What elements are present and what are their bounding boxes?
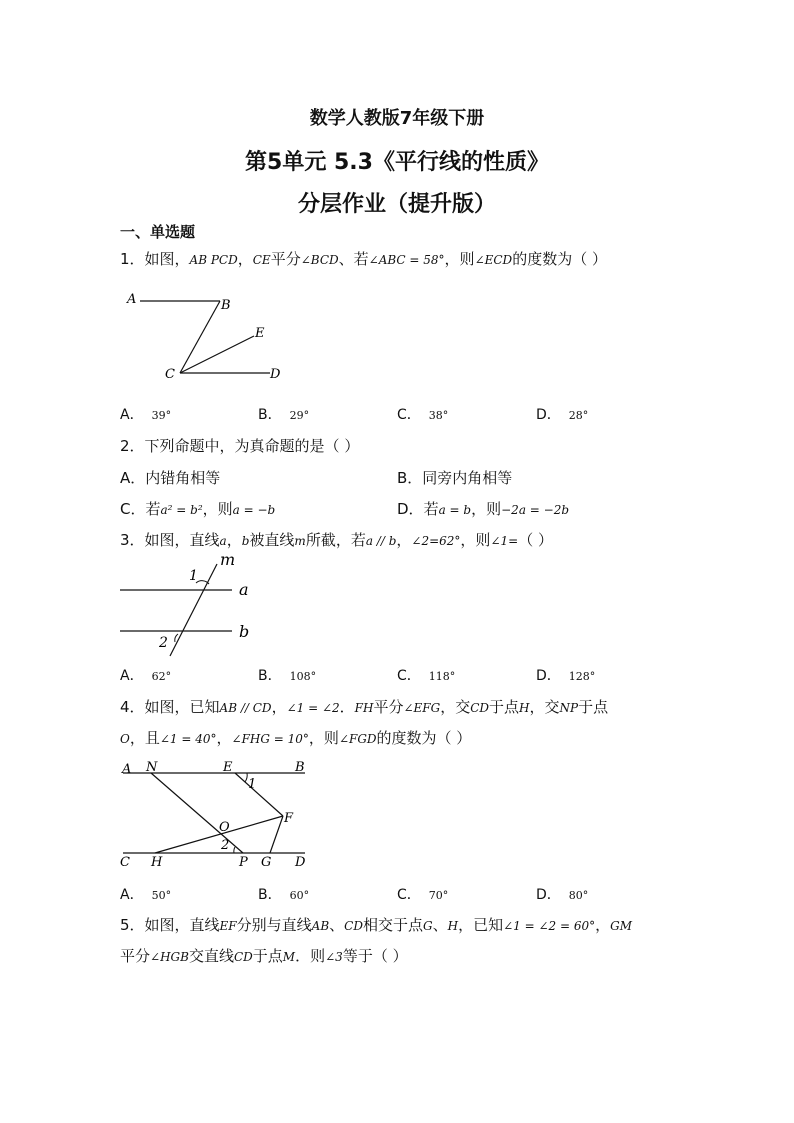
point-label: F bbox=[284, 811, 294, 826]
question-5-stem-line-2: 平分∠HGB交直线CD于点M．则∠3等于（ ） bbox=[120, 947, 408, 965]
point-label: B bbox=[221, 298, 231, 313]
q1-option-d[interactable]: D． 28° bbox=[536, 407, 589, 423]
angle-label: 2 bbox=[159, 635, 168, 651]
point-label: E bbox=[255, 326, 265, 341]
q3-option-b[interactable]: B． 108° bbox=[258, 668, 317, 684]
q4-option-d[interactable]: D． 80° bbox=[536, 887, 589, 903]
point-label: D bbox=[270, 367, 281, 382]
question-4-stem-line-2: O，且∠1 = 40°，∠FHG = 10°，则∠FGD的度数为（ ） bbox=[120, 729, 472, 747]
point-label: N bbox=[146, 760, 158, 775]
point-label: C bbox=[165, 367, 175, 382]
point-label: A bbox=[127, 292, 137, 307]
question-4-figure bbox=[118, 758, 318, 873]
q2-option-d[interactable]: D．若a = b，则−2a = −2b bbox=[397, 500, 570, 518]
q2-option-b[interactable]: B．同旁内角相等 bbox=[397, 469, 513, 487]
q4-option-a[interactable]: A． 50° bbox=[120, 887, 172, 903]
q1-option-c[interactable]: C． 38° bbox=[397, 407, 449, 423]
point-label: B bbox=[295, 760, 305, 775]
point-label: A bbox=[122, 762, 132, 777]
book-title: 数学人教版7年级下册 bbox=[309, 108, 485, 129]
question-3-stem: 3．如图，直线a，b被直线m所截，若a // b，∠2=62°，则∠1=（ ） bbox=[120, 531, 553, 549]
question-5-stem-line-1: 5．如图，直线EF分别与直线AB、CD相交于点G、H，已知∠1 = ∠2 = 60°，GM bbox=[120, 916, 632, 934]
q3-option-c[interactable]: C． 118° bbox=[397, 668, 456, 684]
question-2-stem: 2．下列命题中，为真命题的是（ ） bbox=[120, 437, 360, 455]
q2-option-a[interactable]: A．内错角相等 bbox=[120, 469, 221, 487]
q3-option-d[interactable]: D． 128° bbox=[536, 668, 596, 684]
point-label: O bbox=[219, 820, 230, 835]
point-label: P bbox=[239, 855, 248, 870]
angle-label: 1 bbox=[248, 777, 257, 792]
q1-option-a[interactable]: A． 39° bbox=[120, 407, 172, 423]
angle-label: 1 bbox=[189, 568, 198, 584]
section-heading: 一、单选题 bbox=[120, 223, 196, 241]
unit-title: 第5单元 5.3《平行线的性质》 bbox=[245, 150, 549, 175]
point-label: E bbox=[223, 760, 233, 775]
line-label: b bbox=[239, 622, 250, 641]
worksheet-title: 分层作业（提升版） bbox=[297, 192, 496, 217]
angle-label: 2 bbox=[221, 838, 230, 853]
line-label: a bbox=[239, 580, 249, 599]
question-4-stem-line-1: 4．如图，已知AB // CD，∠1 = ∠2．FH平分∠EFG，交CD于点H，交NP于点 bbox=[120, 698, 609, 716]
q1-option-b[interactable]: B． 29° bbox=[258, 407, 310, 423]
question-1-stem: 1．如图，AB PCD，CE平分∠BCD、若∠ABC = 58°，则∠ECD的度数为（ ） bbox=[120, 250, 607, 268]
point-label: D bbox=[295, 855, 306, 870]
point-label: G bbox=[261, 855, 272, 870]
q2-option-c[interactable]: C．若a² = b²，则a = −b bbox=[120, 500, 276, 518]
point-label: C bbox=[120, 855, 130, 870]
q3-option-a[interactable]: A． 62° bbox=[120, 668, 172, 684]
question-3-figure bbox=[120, 550, 280, 660]
q4-option-b[interactable]: B． 60° bbox=[258, 887, 310, 903]
point-label: H bbox=[151, 855, 163, 870]
q4-option-c[interactable]: C． 70° bbox=[397, 887, 449, 903]
line-label: m bbox=[220, 550, 236, 569]
question-1-figure bbox=[120, 285, 300, 390]
